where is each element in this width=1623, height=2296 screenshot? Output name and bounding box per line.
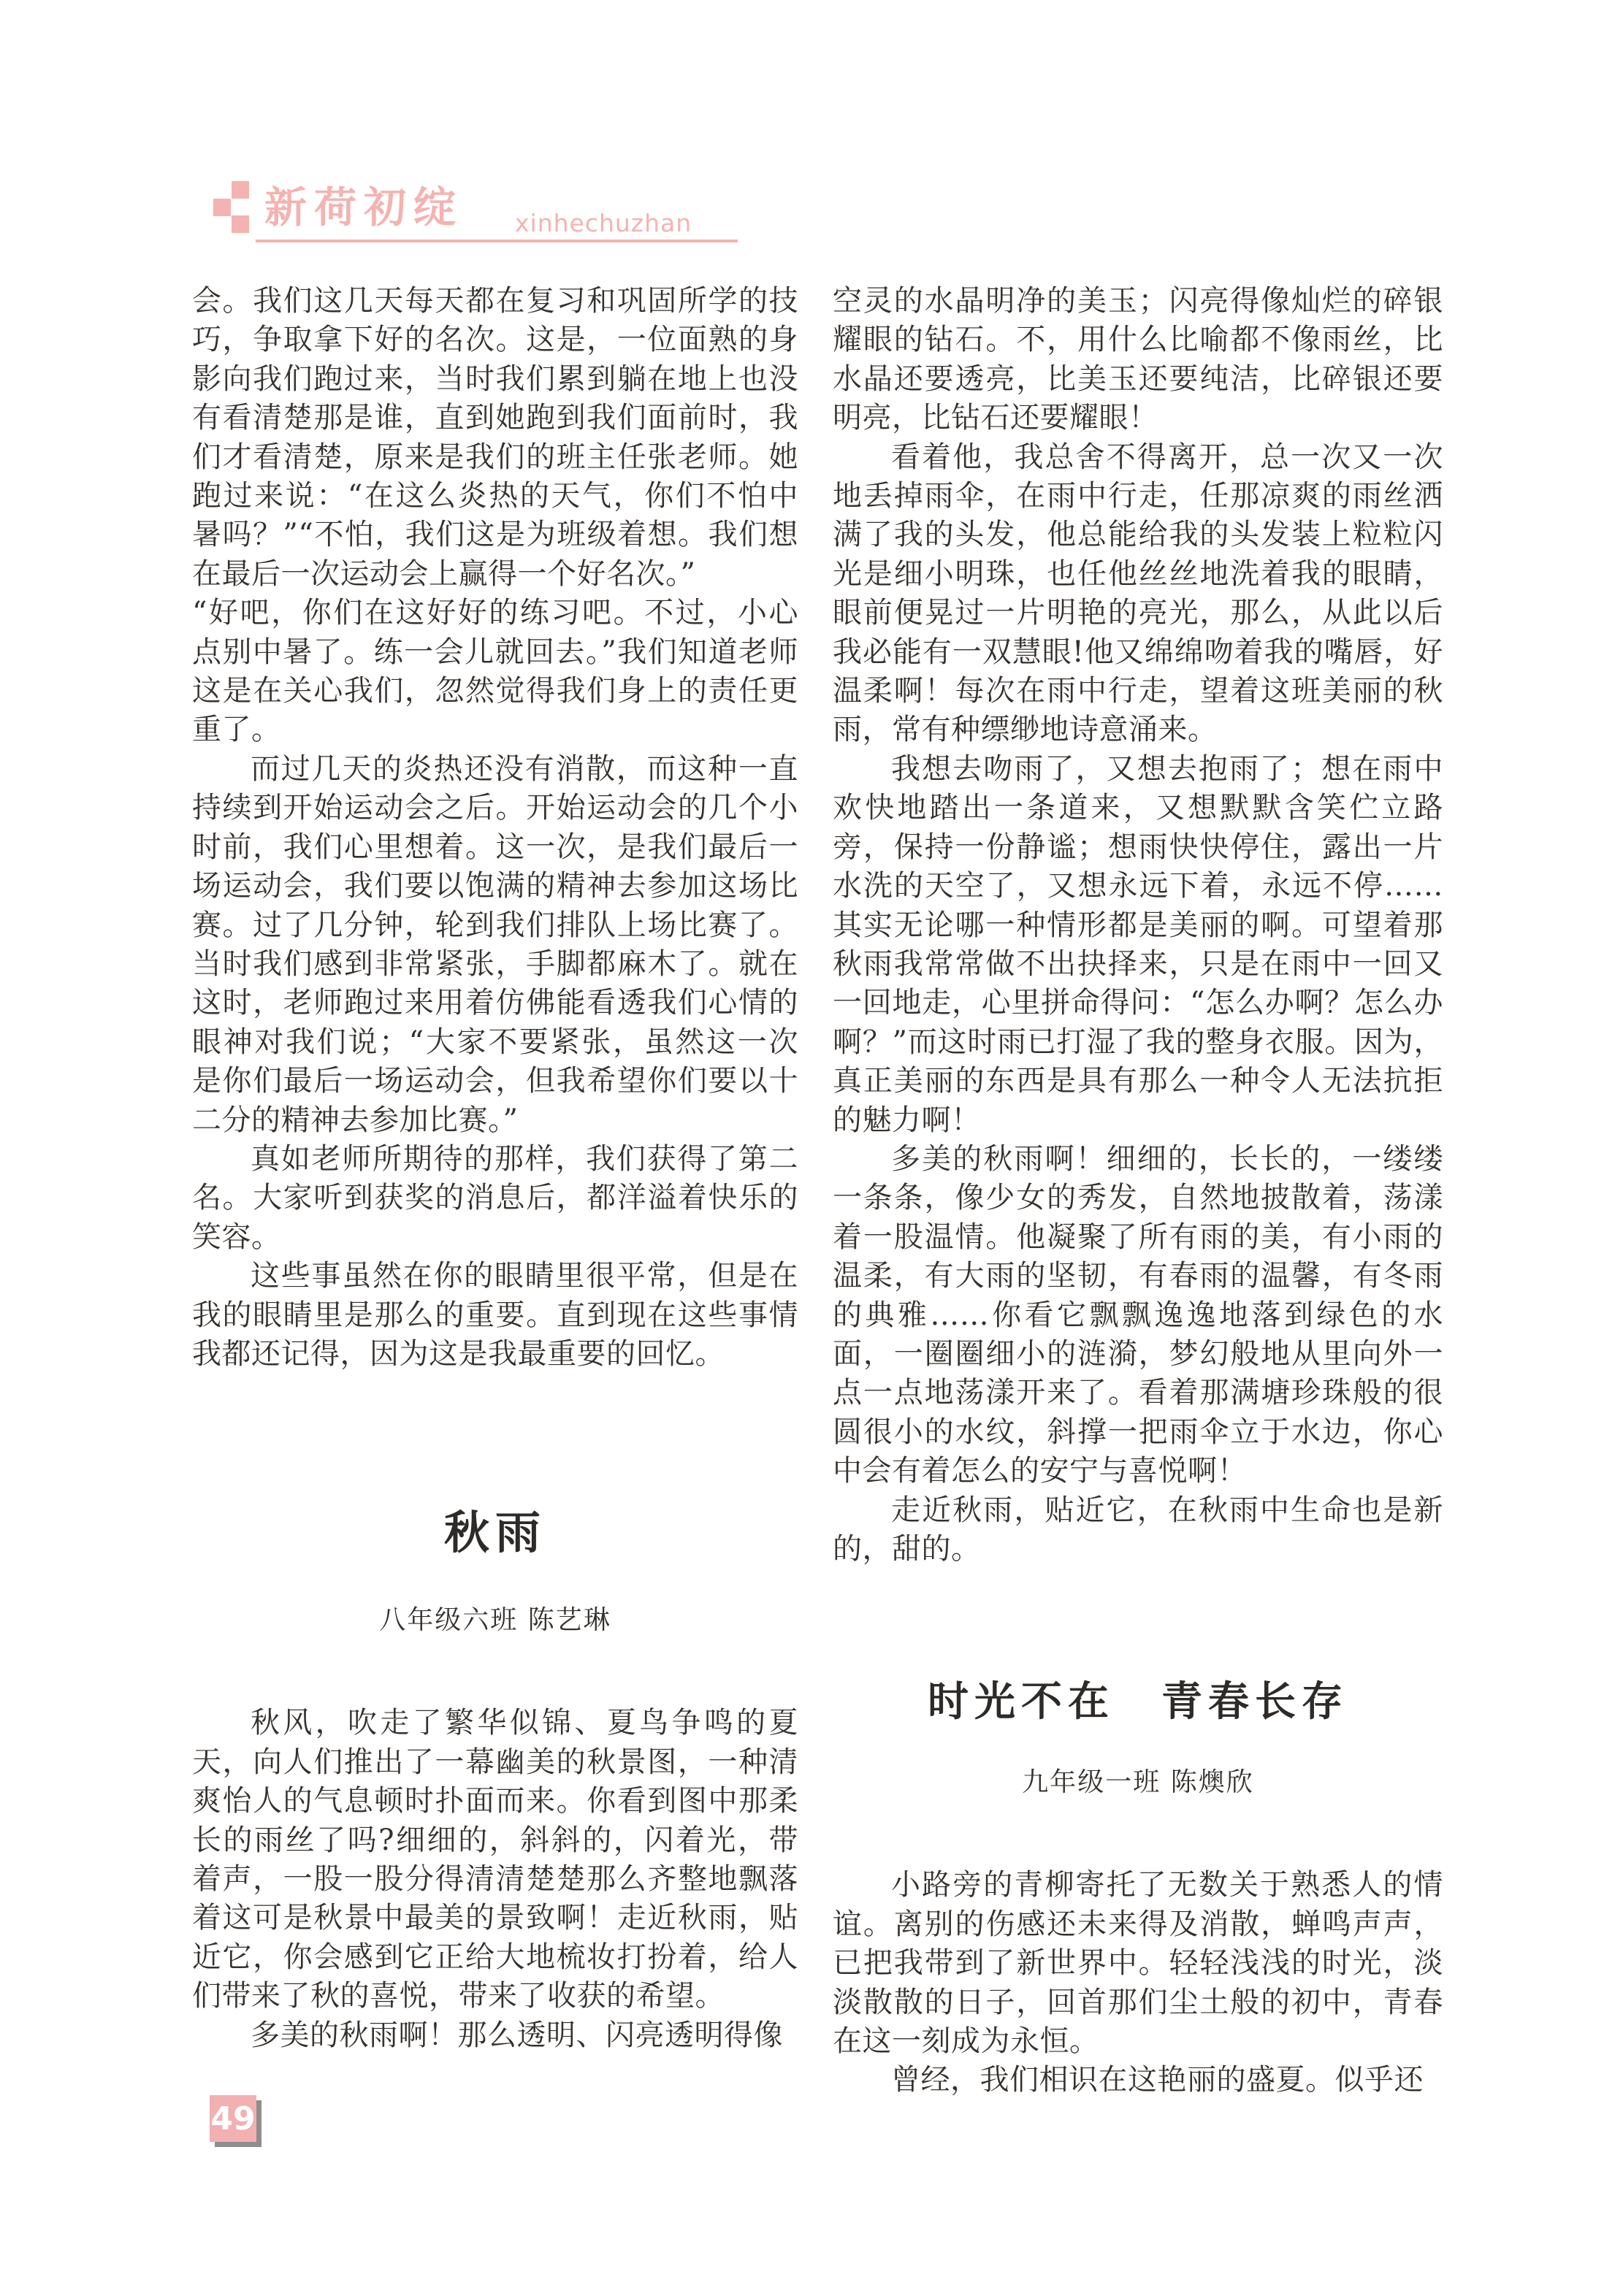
essay-paragraph: 秋风，吹走了繁华似锦、夏鸟争鸣的夏天，向人们推出了一幕幽美的秋景图，一种清爽怡人的气息顿时扑面而来。你看到图中那柔长的雨丝了吗?细细的，斜斜的，闪着光，带着声，一股一股分得清清楚楚那么齐整地飘落着这可是秋景中最美的景致啊！走近秋雨，贴近它，你会感到它正给大地梳妆打扮着，给人们带来了秋的喜悦，带来了收获的希望。	[192, 1706, 798, 2013]
essay-author: 九年级一班 陈燠欣	[1022, 1767, 1254, 1798]
essay-paragraph: 多美的秋雨啊！那么透明、闪亮透明得像	[251, 2018, 783, 2052]
right-column	[833, 282, 1443, 2100]
essay-paragraph: 看着他，我总舍不得离开，总一次又一次地丢掉雨伞，在雨中行走，任那凉爽的雨丝洒满了我的头发，他总能给我的头发装上粒粒闪光是细小明珠，也任他丝丝地洗着我的眼睛，眼前便晃过一片明艳的亮光，那么，从此以后我必能有一双慧眼!他又绵绵吻着我的嘴唇，好温柔啊！每次在雨中行走，望着这班美丽的秋雨，常有种缥缈地诗意涌来。	[833, 440, 1443, 747]
essay-title-autumn-rain: 秋雨	[443, 1506, 546, 1560]
header-divider	[256, 240, 738, 242]
logo-square	[232, 215, 249, 233]
essay-paragraph: 走近秋雨，贴近它，在秋雨中生命也是新的，甜的。	[833, 1493, 1443, 1566]
essay-paragraph: 真如老师所期待的那样，我们获得了第二名。大家听到获奖的消息后，都洋溢着快乐的笑容。	[192, 1141, 798, 1254]
logo-squares-icon	[212, 181, 250, 234]
essay-paragraph: 会。我们这几天每天都在复习和巩固所学的技巧，争取拿下好的名次。这是，一位面熟的身影向我们跑过来，当时我们累到躺在地上也没有看清楚那是谁，直到她跑到我们面前时，我们才看清楚，原来是我们的班主任张老师。她跑过来说：“在这么炎热的天气，你们不怕中暑吗？”“不怕，我们这是为班级着想。我们想在最后一次运动会上赢得一个好名次。”	[192, 284, 798, 591]
essay-paragraph: 曾经，我们相识在这艳丽的盛夏。似乎还	[891, 2063, 1424, 2097]
essay-paragraph: 小路旁的青柳寄托了无数关于熟悉人的情谊。离别的伤感还未来得及消散，蝉鸣声声，已把我带到了新世界中。轻轻浅浅的时光，淡淡散散的日子，回首那们尘土般的初中，青春在这一刻成为永恒。	[833, 1868, 1443, 2059]
essay-paragraph: 而过几天的炎热还没有消散，而这种一直持续到开始运动会之后。开始运动会的几个小时前，我们心里想着。这一次，是我们最后一场运动会，我们要以饱满的精神去参加这场比赛。过了几分钟，轮到我们排队上场比赛了。当时我们感到非常紧张，手脚都麻木了。就在这时，老师跑过来用着仿佛能看透我们心情的眼神对我们说；“大家不要紧张，虽然这一次是你们最后一场运动会，但我希望你们要以十二分的精神去参加比赛。”	[192, 751, 798, 1137]
logo-square	[232, 181, 249, 199]
essay-author: 八年级六班 陈艺琳	[379, 1605, 611, 1636]
essay-paragraph: 空灵的水晶明净的美玉；闪亮得像灿烂的碎银耀眼的钻石。不，用什么比喻都不像雨丝，比水晶还要透亮，比美玉还要纯洁，比碎银还要明亮，比钻石还要耀眼！	[833, 284, 1443, 435]
essay-paragraph: 多美的秋雨啊！细细的，长长的，一缕缕一条条，像少女的秀发，自然地披散着，荡漾着一股温情。他凝聚了所有雨的美，有小雨的温柔，有大雨的坚韧，有春雨的温馨，有冬雨的典雅……你看它飘飘逸逸地落到绿色的水面，一圈圈细小的涟漪，梦幻般地从里向外一点一点地荡漾开来了。看着那满塘珍珠般的很圆很小的水纹，斜撑一把雨伞立于水边，你心中会有着怎么的安宁与喜悦啊！	[833, 1141, 1443, 1488]
masthead-title: 新荷初绽	[264, 183, 464, 232]
essay-paragraph: “好吧，你们在这好好的练习吧。不过，小心点别中暑了。练一会儿就回去。”我们知道老师这是在关心我们，忽然觉得我们身上的责任更重了。	[192, 596, 798, 747]
logo-square	[213, 199, 231, 216]
essay-paragraph: 这些事虽然在你的眼睛里很平常，但是在我的眼睛里是那么的重要。直到现在这些事情我都还记得，因为这是我最重要的回忆。	[192, 1259, 798, 1371]
left-column	[192, 282, 798, 2055]
essay-paragraph: 我想去吻雨了，又想去抱雨了；想在雨中欢快地踏出一条道来，又想默默含笑伫立路旁，保持一份静谧；想雨快快停住，露出一片水洗的天空了，又想永远下着，永远不停……其实无论哪一种情形都是美丽的啊。可望着那秋雨我常常做不出抉择来，只是在雨中一回又一回地走，心里拼命得问：“怎么办啊？怎么办啊？”而这时雨已打湿了我的整身衣服。因为，真正美丽的东西是具有那么一种令人无法抗拒的魅力啊！	[833, 751, 1443, 1137]
masthead-pinyin: xinhechuzhan	[515, 209, 692, 237]
page-number-badge: 49	[210, 2095, 256, 2142]
essay-title-time-youth: 时光不在 青春长存	[928, 1677, 1348, 1726]
